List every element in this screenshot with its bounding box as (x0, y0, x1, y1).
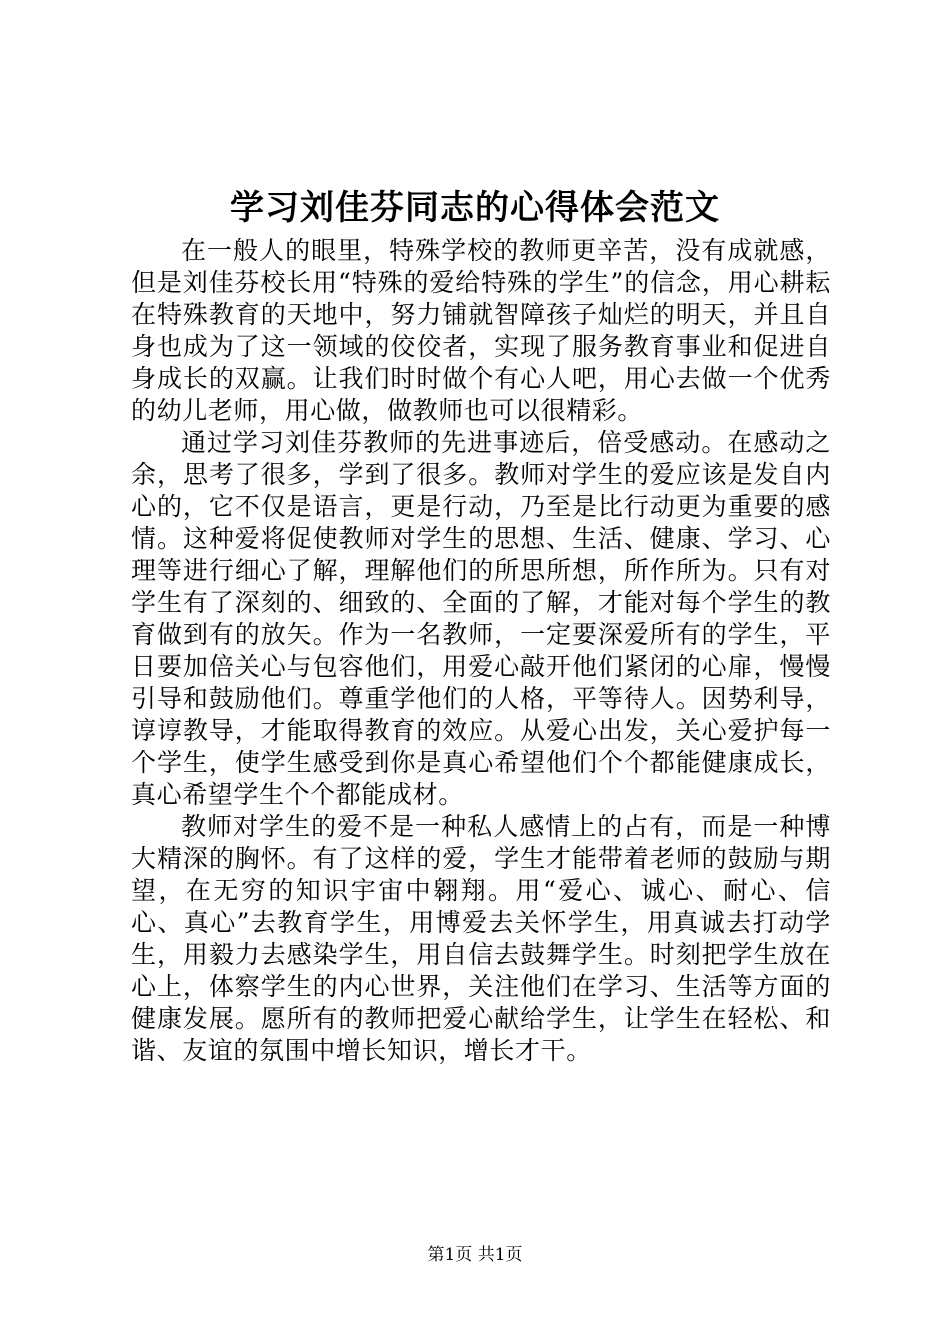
paragraph-2: 通过学习刘佳芬教师的先进事迹后，倍受感动。在感动之余，思考了很多，学到了很多。教师对学生的爱应该是发自内心的，它不仅是语言，更是行动，乃至是比行动更为重要的感情。这种爱将促使教师对学生的思想、生活、健康、学习、心理等进行细心了解，理解他们的所思所想，所作所为。只有对学生有了深刻的、细致的、全面的了解，才能对每个学生的教育做到有的放矢。作为一名教师，一定要深爱所有的学生，平日要加倍关心与包容他们，用爱心敲开他们紧闭的心扉，慢慢引导和鼓励他们。尊重学他们的人格，平等待人。因势利导，谆谆教导，才能取得教育的效应。从爱心出发，关心爱护每一个学生，使学生感受到你是真心希望他们个个都能健康成长，真心希望学生个个都能成材。 (131, 428, 831, 809)
page-footer: 第1页 共1页 (427, 1245, 523, 1265)
document-title: 学习刘佳芬同志的心得体会范文 (230, 188, 720, 228)
document-body (131, 235, 831, 1067)
paragraph-3: 教师对学生的爱不是一种私人感情上的占有，而是一种博大精深的胸怀。有了这样的爱，学生才能带着老师的鼓励与期望，在无穷的知识宇宙中翱翔。用“爱心、诚心、耐心、信心、真心”去教育学生，用博爱去关怀学生，用真诚去打动学生，用毅力去感染学生，用自信去鼓舞学生。时刻把学生放在心上，体察学生的内心世界，关注他们在学习、生活等方面的健康发展。愿所有的教师把爱心献给学生，让学生在轻松、和谐、友谊的氛围中增长知识，增长才干。 (131, 812, 831, 1065)
paragraph-1: 在一般人的眼里，特殊学校的教师更辛苦，没有成就感，但是刘佳芬校长用“特殊的爱给特殊的学生”的信念，用心耕耘在特殊教育的天地中，努力铺就智障孩子灿烂的明天，并且自身也成为了这一领域的佼佼者，实现了服务教育事业和促进自身成长的双赢。让我们时时做个有心人吧，用心去做一个优秀的幼儿老师，用心做，做教师也可以很精彩。 (131, 236, 831, 425)
